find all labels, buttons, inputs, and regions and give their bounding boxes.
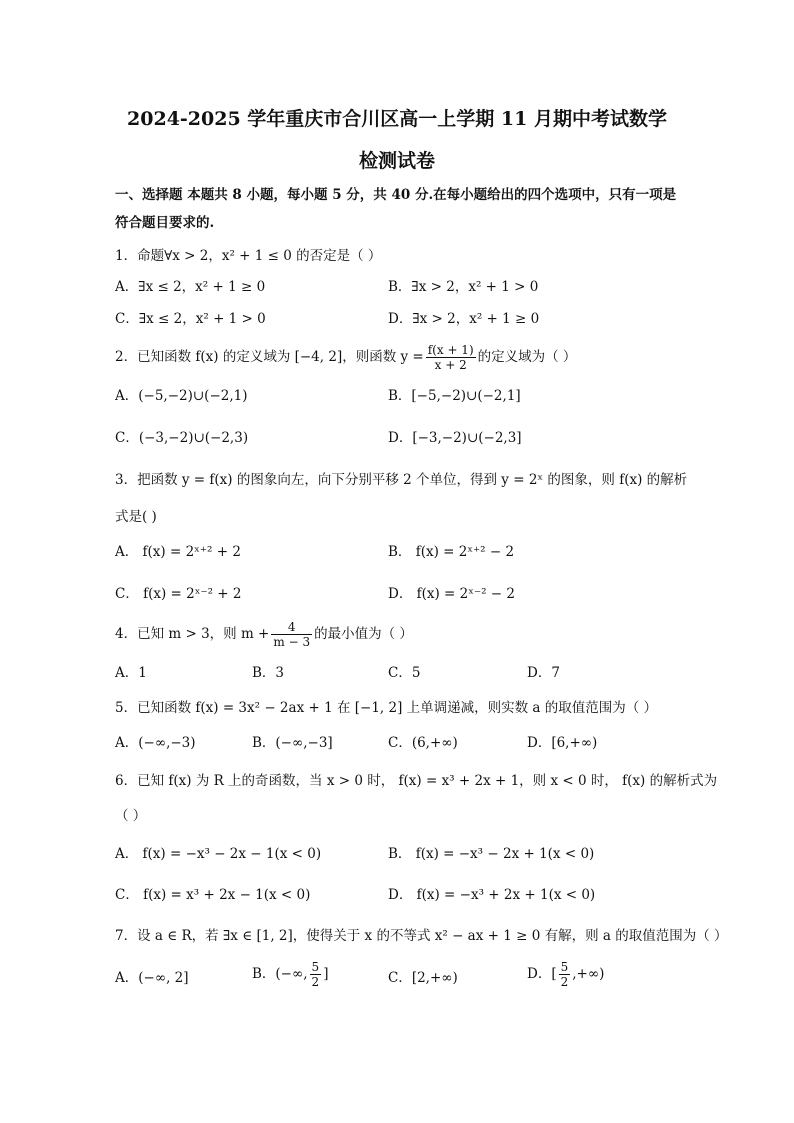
q4-option-d: D．7 — [527, 665, 560, 681]
q3-option-a: A． f(x) = 2ˣ⁺² + 2 — [115, 544, 241, 560]
q4-stem-post: 的最小值为（ ） — [314, 626, 413, 642]
q4-option-c: C．5 — [388, 665, 421, 681]
q7-option-d-num: 5 — [560, 960, 569, 974]
q6-option-a: A． f(x) = −x³ − 2x − 1(x < 0) — [115, 846, 322, 862]
q5-stem: 5．已知函数 f(x) = 3x² − 2ax + 1 在 [−1, 2] 上单调递减，则实数 a 的取值范围为（ ） — [115, 700, 658, 716]
q2-frac-num: f(x + 1) — [427, 343, 474, 357]
q6-stem-line2: （ ） — [115, 808, 147, 824]
q2-frac-den: x + 2 — [434, 358, 467, 372]
q7-option-b — [252, 960, 328, 989]
q2-stem-pre: 2．已知函数 f(x) 的定义域为 [−4, 2]，则函数 y = — [115, 349, 424, 365]
page-title-line1: 2024-2025 学年重庆市合川区高一上学期 11 月期中考试数学 — [127, 108, 667, 130]
q7-stem: 7．设 a ∈ R，若 ∃x ∈ [1, 2]，使得关于 x 的不等式 x² − ax + 1 ≥ 0 有解，则 a 的取值范围为（ ） — [115, 928, 728, 944]
q7-option-d — [527, 960, 604, 989]
q3-option-c: C． f(x) = 2ˣ⁻² + 2 — [115, 586, 242, 602]
q6-option-b: B． f(x) = −x³ − 2x + 1(x < 0) — [388, 846, 595, 862]
q3-stem-line1: 3．把函数 y = f(x) 的图象向左，向下分别平移 2 个单位，得到 y = 2ˣ 的图象，则 f(x) 的解析 — [115, 472, 688, 488]
section-header-line2: 符合题目要求的. — [115, 215, 215, 231]
q1-stem: 1．命题∀x > 2，x² + 1 ≤ 0 的否定是（ ） — [115, 248, 382, 264]
q3-stem-line2: 式是( ) — [115, 509, 157, 525]
q7-option-d-fraction — [559, 960, 571, 989]
page-title-line2: 检测试卷 — [358, 150, 435, 172]
q4-frac-num: 4 — [271, 620, 312, 635]
section-header-line1: 一、选择题 本题共 8 小题，每小题 5 分，共 40 分.在每小题给出的四个选项中，只有一项是 — [115, 187, 677, 203]
q7-option-b-den: 2 — [311, 975, 320, 989]
q6-option-d: D． f(x) = −x³ + 2x + 1(x < 0) — [388, 887, 596, 903]
q7-option-d-pre: D．[ — [527, 966, 557, 982]
q2-stem-post: 的定义域为（ ） — [477, 349, 577, 365]
q2-option-b: B．[−5,−2)∪(−2,1] — [388, 388, 521, 404]
q5-option-c: C．(6,+∞) — [388, 735, 458, 751]
q6-option-c: C． f(x) = x³ + 2x − 1(x < 0) — [115, 887, 311, 903]
q3-option-b: B． f(x) = 2ˣ⁺² − 2 — [388, 544, 515, 560]
q7-option-c: C．[2,+∞) — [388, 970, 458, 986]
q4-stem-pre: 4．已知 m > 3，则 m + — [115, 626, 270, 642]
q1-option-b: B．∃x > 2，x² + 1 > 0 — [388, 279, 539, 295]
q7-option-b-pre: B．(−∞, — [252, 966, 308, 982]
q2-option-c: C．(−3,−2)∪(−2,3) — [115, 430, 249, 446]
q2-option-a: A．(−5,−2)∪(−2,1) — [115, 388, 248, 404]
q2-fraction — [426, 343, 476, 372]
q1-option-c: C．∃x ≤ 2，x² + 1 > 0 — [115, 311, 266, 327]
q4-fraction — [271, 620, 312, 649]
q4-option-b: B．3 — [252, 665, 285, 681]
q4-option-a: A．1 — [115, 665, 147, 681]
q4-stem — [115, 620, 413, 649]
q7-option-b-fraction — [310, 960, 322, 989]
q7-option-b-post: ] — [323, 966, 329, 982]
q7-option-b-num: 5 — [311, 960, 320, 974]
q6-stem-line1: 6．已知 f(x) 为 R 上的奇函数，当 x > 0 时， f(x) = x³ + 2x + 1，则 x < 0 时， f(x) 的解析式为 — [115, 773, 718, 789]
q2-stem — [115, 343, 576, 372]
q1-option-a: A．∃x ≤ 2，x² + 1 ≥ 0 — [115, 279, 266, 295]
q5-option-b: B．(−∞,−3] — [252, 735, 333, 751]
q7-option-a: A．(−∞, 2] — [115, 970, 189, 986]
q3-option-d: D． f(x) = 2ˣ⁻² − 2 — [388, 586, 515, 602]
q1-option-d: D．∃x > 2，x² + 1 ≥ 0 — [388, 311, 540, 327]
q4-frac-den: m − 3 — [273, 635, 311, 649]
q5-option-a: A．(−∞,−3) — [115, 735, 196, 751]
q7-option-d-post: ,+∞) — [572, 966, 605, 982]
q7-option-d-den: 2 — [560, 975, 569, 989]
q5-option-d: D．[6,+∞) — [527, 735, 598, 751]
q2-option-d: D．[−3,−2)∪(−2,3] — [388, 430, 522, 446]
